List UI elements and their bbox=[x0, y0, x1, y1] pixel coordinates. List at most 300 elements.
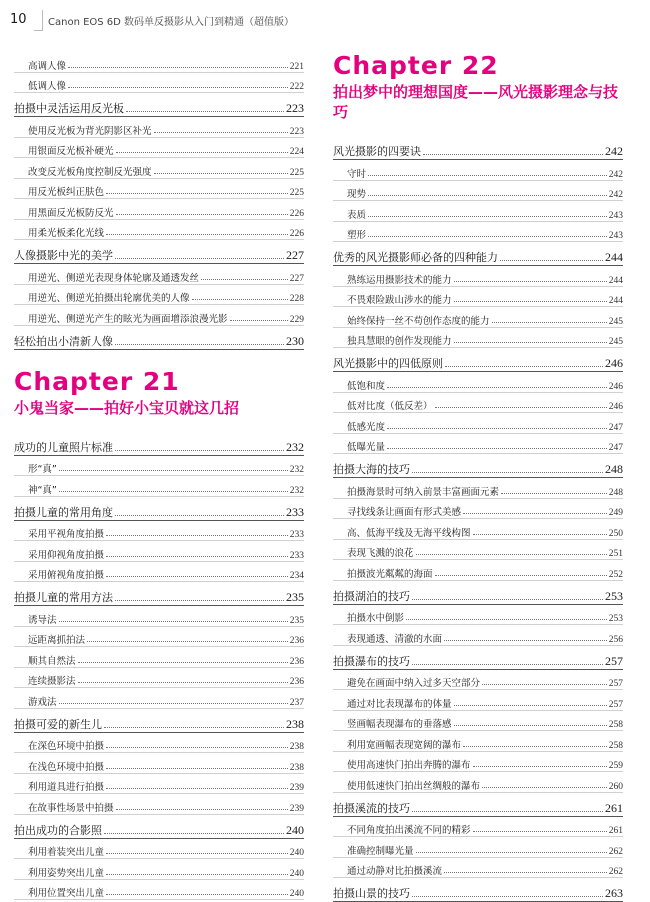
toc-entry-title: 利用姿势突出儿童 bbox=[28, 867, 105, 879]
dot-leader bbox=[368, 216, 607, 217]
page-header bbox=[10, 10, 630, 30]
toc-subentry[interactable] bbox=[14, 220, 304, 241]
toc-page-number: 229 bbox=[289, 314, 304, 325]
toc-entry-title: 风光摄影的四要诀 bbox=[333, 145, 421, 158]
toc-entry-title: 用逆光、侧逆光产生的眩光为画面增添浪漫光影 bbox=[28, 313, 228, 325]
toc-page-number: 261 bbox=[605, 800, 623, 815]
dot-leader bbox=[201, 279, 288, 280]
dot-leader bbox=[59, 621, 288, 622]
toc-page-number: 258 bbox=[608, 740, 623, 751]
dot-leader bbox=[412, 472, 603, 473]
page-number: 10 bbox=[10, 12, 27, 27]
toc-entry-title: 采用仰视角度拍摄 bbox=[28, 549, 105, 561]
dot-leader bbox=[473, 766, 607, 767]
book-title: Canon EOS 6D 数码单反摄影从入门到精通（超值版） bbox=[48, 17, 295, 28]
toc-subentry[interactable] bbox=[333, 434, 623, 455]
toc-page-number: 242 bbox=[608, 190, 623, 200]
toc-page-number: 240 bbox=[289, 889, 304, 899]
toc-page-number: 236 bbox=[289, 636, 304, 646]
toc-subentry[interactable] bbox=[333, 625, 623, 646]
dot-leader bbox=[482, 684, 607, 685]
dot-leader bbox=[416, 554, 607, 555]
toc-subentry[interactable] bbox=[14, 199, 304, 220]
toc-entry-title: 表质 bbox=[347, 209, 367, 221]
dot-leader bbox=[454, 342, 607, 343]
chapter-title: 小鬼当家——拍好小宝贝就这几招 bbox=[14, 398, 240, 417]
toc-entry-title: 拍出成功的合影照 bbox=[14, 823, 102, 837]
dot-leader bbox=[454, 301, 607, 302]
toc-entry-title: 诱导法 bbox=[28, 614, 57, 626]
toc-entry-title: 表现通透、清澈的水面 bbox=[347, 633, 443, 645]
toc-subentry[interactable] bbox=[333, 160, 623, 181]
chapter-title: 拍出梦中的理想国度——风光摄影理念与技巧 bbox=[333, 83, 619, 121]
toc-section-entry[interactable] bbox=[333, 136, 623, 160]
toc-subentry[interactable] bbox=[333, 222, 623, 243]
toc-entry-title: 拍摄大海的技巧 bbox=[333, 463, 410, 476]
toc-subentry[interactable] bbox=[333, 560, 623, 581]
toc-subentry[interactable] bbox=[14, 627, 304, 648]
toc-section-entry[interactable] bbox=[14, 432, 304, 456]
toc-page-number: 262 bbox=[608, 846, 623, 857]
toc-entry-title: 游戏法 bbox=[28, 696, 57, 708]
toc-page-number: 247 bbox=[608, 422, 623, 433]
toc-section-entry[interactable] bbox=[333, 242, 623, 266]
toc-entry-title: 低饱和度 bbox=[347, 380, 386, 392]
dot-leader bbox=[368, 175, 607, 176]
toc-subentry[interactable] bbox=[333, 393, 623, 414]
dot-leader bbox=[368, 236, 607, 237]
toc-subentry[interactable] bbox=[14, 880, 304, 901]
toc-page-number: 227 bbox=[289, 273, 304, 284]
dot-leader bbox=[192, 299, 288, 300]
toc-subentry[interactable] bbox=[333, 731, 623, 752]
toc-page-number: 249 bbox=[608, 508, 623, 518]
dot-leader bbox=[500, 260, 603, 261]
toc-section-entry[interactable] bbox=[14, 815, 304, 839]
toc-entry-title: 形“真” bbox=[28, 464, 57, 475]
toc-entry-title: 使用反光板为背光阴影区补光 bbox=[28, 125, 152, 137]
toc-entry-title: 在故事性场景中拍摄 bbox=[28, 802, 114, 814]
toc-page-number: 234 bbox=[289, 571, 304, 581]
dot-leader bbox=[444, 640, 607, 641]
toc-entry-title: 拍摄海景时可纳入前景丰富画面元素 bbox=[347, 486, 500, 498]
dot-leader bbox=[473, 831, 607, 832]
toc-subentry[interactable] bbox=[14, 456, 304, 477]
toc-entry-title: 连续摄影法 bbox=[28, 676, 76, 687]
dot-leader bbox=[387, 428, 607, 429]
toc-subentry[interactable] bbox=[333, 307, 623, 328]
toc-section-entry[interactable] bbox=[333, 646, 623, 670]
dot-leader bbox=[68, 87, 288, 88]
dot-leader bbox=[106, 894, 288, 895]
toc-subentry[interactable] bbox=[14, 668, 304, 689]
toc-section-entry[interactable] bbox=[14, 497, 304, 521]
toc-entry-title: 现势 bbox=[347, 189, 367, 200]
toc-page-number: 222 bbox=[289, 82, 304, 92]
toc-subentry[interactable] bbox=[333, 752, 623, 773]
toc-page-number: 239 bbox=[289, 803, 304, 814]
toc-entry-title: 通过动静对比拍摄溪流 bbox=[347, 866, 443, 877]
toc-subentry[interactable] bbox=[14, 753, 304, 774]
dot-leader bbox=[387, 387, 607, 388]
toc-page-number: 246 bbox=[608, 381, 623, 392]
toc-page-number: 227 bbox=[286, 248, 304, 262]
dot-leader bbox=[104, 833, 284, 834]
dot-leader bbox=[454, 705, 607, 706]
toc-page-number: 262 bbox=[608, 867, 623, 877]
dot-leader bbox=[412, 664, 603, 665]
toc-subentry[interactable] bbox=[14, 138, 304, 159]
toc-subentry[interactable] bbox=[14, 688, 304, 709]
dot-leader bbox=[116, 152, 288, 153]
toc-subentry[interactable] bbox=[14, 562, 304, 583]
toc-page-number: 242 bbox=[605, 144, 623, 158]
toc-entry-title: 始终保持一丝不苟创作态度的能力 bbox=[347, 315, 490, 327]
toc-right-column bbox=[333, 52, 623, 902]
toc-subentry[interactable] bbox=[14, 264, 304, 285]
dot-leader bbox=[444, 872, 607, 873]
dot-leader bbox=[78, 662, 288, 663]
toc-page-number: 226 bbox=[289, 229, 304, 239]
toc-section-entry[interactable] bbox=[14, 709, 304, 733]
dot-leader bbox=[406, 619, 607, 620]
toc-section-entry[interactable] bbox=[14, 326, 304, 350]
toc-page-number: 225 bbox=[289, 188, 304, 198]
toc-page-number: 251 bbox=[608, 549, 623, 559]
dot-leader bbox=[106, 193, 288, 194]
toc-entry-title: 在浅色环境中拍摄 bbox=[28, 761, 105, 773]
dot-leader bbox=[116, 214, 288, 215]
toc-page-number: 259 bbox=[608, 761, 623, 771]
dot-leader bbox=[106, 768, 288, 769]
toc-page-number: 240 bbox=[289, 848, 304, 858]
toc-page-number: 244 bbox=[608, 296, 623, 306]
toc-subentry[interactable] bbox=[14, 158, 304, 179]
toc-entry-title: 采用俯视角度拍摄 bbox=[28, 570, 105, 581]
chapter-heading bbox=[333, 52, 623, 122]
toc-subentry[interactable] bbox=[14, 774, 304, 795]
toc-page-number: 235 bbox=[289, 615, 304, 626]
toc-subentry[interactable] bbox=[333, 181, 623, 202]
toc-subentry[interactable] bbox=[333, 201, 623, 222]
toc-entry-title: 改变反光板角度控制反光强度 bbox=[28, 166, 152, 178]
dot-leader bbox=[435, 407, 607, 408]
toc-page-number: 236 bbox=[289, 656, 304, 667]
dot-leader bbox=[115, 344, 284, 345]
toc-subentry[interactable] bbox=[14, 52, 304, 73]
toc-page-number: 260 bbox=[608, 781, 623, 792]
toc-page-number: 244 bbox=[608, 275, 623, 286]
toc-subentry[interactable] bbox=[14, 476, 304, 497]
toc-entry-title: 用逆光、侧逆光拍摄出轮廓优美的人像 bbox=[28, 293, 190, 304]
toc-entry-title: 熟练运用摄影技术的能力 bbox=[347, 274, 452, 286]
toc-page-number: 245 bbox=[608, 316, 623, 327]
toc-entry-title: 人像摄影中光的美学 bbox=[14, 249, 113, 262]
toc-entry-title: 拍摄溪流的技巧 bbox=[333, 801, 410, 815]
toc-subentry[interactable] bbox=[14, 794, 304, 815]
toc-page-number: 258 bbox=[608, 720, 623, 730]
chapter-label: Chapter 21 bbox=[14, 366, 180, 396]
toc-page-number: 244 bbox=[605, 250, 623, 264]
dot-leader bbox=[115, 515, 284, 516]
toc-subentry[interactable] bbox=[333, 670, 623, 691]
toc-page-number: 232 bbox=[286, 439, 304, 454]
toc-entry-title: 利用位置突出儿童 bbox=[28, 888, 105, 899]
toc-page-number: 223 bbox=[289, 126, 304, 137]
dot-leader bbox=[368, 195, 607, 196]
toc-subentry[interactable] bbox=[333, 266, 623, 287]
dot-leader bbox=[454, 725, 607, 726]
toc-page-number: 226 bbox=[289, 208, 304, 219]
toc-page-number: 240 bbox=[286, 822, 304, 837]
dot-leader bbox=[115, 450, 284, 451]
toc-subentry[interactable] bbox=[333, 540, 623, 561]
toc-entry-title: 使用高速快门拍出奔腾的瀑布 bbox=[347, 760, 471, 771]
toc-subentry[interactable] bbox=[14, 647, 304, 668]
toc-page-number: 235 bbox=[286, 590, 304, 604]
dot-leader bbox=[115, 258, 284, 259]
toc-entry-title: 低调人像 bbox=[28, 81, 67, 92]
toc-subentry[interactable] bbox=[333, 413, 623, 434]
toc-entry-title: 低感光度 bbox=[347, 421, 386, 433]
dot-leader bbox=[59, 470, 288, 471]
toc-subentry[interactable] bbox=[14, 73, 304, 94]
toc-subentry[interactable] bbox=[333, 519, 623, 540]
toc-subentry[interactable] bbox=[333, 499, 623, 520]
toc-entry-title: 顺其自然法 bbox=[28, 655, 76, 667]
toc-page-number: 242 bbox=[608, 169, 623, 180]
toc-entry-title: 利用着装突出儿童 bbox=[28, 847, 105, 858]
toc-entry-title: 不畏艰险跋山涉水的能力 bbox=[347, 295, 452, 306]
toc-subentry[interactable] bbox=[333, 817, 623, 838]
dot-leader bbox=[115, 600, 284, 601]
toc-page-number: 257 bbox=[605, 653, 623, 668]
toc-entry-title: 风光摄影中的四低原则 bbox=[333, 357, 443, 370]
dot-leader bbox=[445, 366, 603, 367]
toc-entry-title: 拍摄波光粼粼的海面 bbox=[347, 568, 433, 580]
toc-subentry[interactable] bbox=[333, 690, 623, 711]
toc-page-number: 245 bbox=[608, 337, 623, 347]
toc-entry-title: 利用宽画幅表现宽阔的瀑布 bbox=[347, 739, 462, 751]
toc-subentry[interactable] bbox=[14, 117, 304, 138]
toc-subentry[interactable] bbox=[14, 305, 304, 326]
toc-entry-title: 准确控制曝光量 bbox=[347, 845, 414, 857]
toc-entry-title: 使用低速快门拍出丝绸般的瀑布 bbox=[347, 780, 481, 792]
dot-leader bbox=[59, 491, 288, 492]
toc-section-entry[interactable] bbox=[14, 93, 304, 117]
toc-subentry[interactable] bbox=[333, 478, 623, 499]
toc-entry-title: 塑形 bbox=[347, 230, 367, 241]
toc-entry-title: 拍摄中灵活运用反光板 bbox=[14, 102, 124, 115]
toc-entry-title: 拍摄山景的技巧 bbox=[333, 887, 410, 900]
dot-leader bbox=[473, 534, 607, 535]
toc-entry-title: 表现飞溅的浪花 bbox=[347, 548, 414, 559]
toc-page-number: 261 bbox=[608, 826, 623, 836]
toc-entry-title: 避免在画面中纳入过多天空部分 bbox=[347, 678, 481, 689]
toc-entry-title: 守时 bbox=[347, 168, 367, 180]
toc-entry-title: 采用平视角度拍摄 bbox=[28, 529, 105, 540]
toc-page-number: 250 bbox=[608, 528, 623, 539]
toc-subentry[interactable] bbox=[333, 372, 623, 393]
toc-entry-title: 用反光板纠正肤色 bbox=[28, 187, 105, 198]
toc-page-number: 253 bbox=[608, 614, 623, 624]
dot-leader bbox=[106, 747, 288, 748]
dot-leader bbox=[104, 727, 284, 728]
dot-leader bbox=[106, 576, 288, 577]
toc-entry-title: 低对比度（低反差） bbox=[347, 401, 433, 412]
toc-entry-title: 拍摄儿童的常用角度 bbox=[14, 505, 113, 519]
toc-entry-title: 远距离抓拍法 bbox=[28, 635, 86, 646]
toc-page-number: 252 bbox=[608, 569, 623, 580]
toc-section-entry[interactable] bbox=[333, 793, 623, 817]
toc-left-column bbox=[14, 52, 304, 900]
toc-page-number: 233 bbox=[289, 550, 304, 561]
toc-subentry[interactable] bbox=[14, 839, 304, 860]
toc-page-number: 246 bbox=[605, 356, 623, 370]
toc-page-number: 239 bbox=[289, 783, 304, 793]
dot-leader bbox=[387, 448, 607, 449]
dot-leader bbox=[423, 154, 603, 155]
toc-page-number: 238 bbox=[289, 742, 304, 752]
dot-leader bbox=[116, 809, 288, 810]
toc-page-number: 248 bbox=[608, 487, 623, 498]
dot-leader bbox=[78, 682, 288, 683]
toc-entry-title: 神“真” bbox=[28, 484, 57, 496]
toc-entry-title: 利用道具进行拍摄 bbox=[28, 782, 105, 793]
dot-leader bbox=[106, 874, 288, 875]
toc-page-number: 232 bbox=[289, 465, 304, 475]
toc-subentry[interactable] bbox=[333, 772, 623, 793]
dot-leader bbox=[463, 513, 607, 514]
toc-page-number: 232 bbox=[289, 485, 304, 496]
toc-entry-title: 用逆光、侧逆光表现身体轮廓及通透发丝 bbox=[28, 272, 200, 284]
dot-leader bbox=[106, 535, 288, 536]
toc-entry-title: 轻松拍出小清新人像 bbox=[14, 334, 113, 348]
toc-page-number: 233 bbox=[289, 530, 304, 540]
toc-entry-title: 成功的儿童照片标准 bbox=[14, 440, 113, 454]
toc-section-entry[interactable] bbox=[14, 240, 304, 264]
chapter-heading bbox=[14, 350, 304, 418]
toc-entry-title: 不同角度拍出溪流不同的精彩 bbox=[347, 825, 471, 836]
toc-page-number: 253 bbox=[605, 588, 623, 603]
toc-page-number: 257 bbox=[608, 699, 623, 710]
toc-subentry[interactable] bbox=[333, 287, 623, 308]
toc-entry-title: 拍摄水中倒影 bbox=[347, 613, 405, 624]
toc-entry-title: 用银面反光板补硬光 bbox=[28, 146, 114, 157]
dot-leader bbox=[454, 281, 607, 282]
toc-page-number: 238 bbox=[286, 716, 304, 731]
dot-leader bbox=[435, 575, 607, 576]
dot-leader bbox=[416, 852, 607, 853]
toc-subentry[interactable] bbox=[333, 328, 623, 349]
dot-leader bbox=[412, 599, 603, 600]
toc-subentry[interactable] bbox=[333, 858, 623, 879]
toc-page-number: 247 bbox=[608, 443, 623, 453]
toc-page-number: 246 bbox=[608, 402, 623, 412]
toc-entry-title: 寻找线条让画面有形式美感 bbox=[347, 507, 462, 518]
toc-entry-title: 高、低海平线及无海平线构图 bbox=[347, 527, 471, 539]
dot-leader bbox=[106, 853, 288, 854]
dot-leader bbox=[59, 703, 288, 704]
toc-subentry[interactable] bbox=[14, 521, 304, 542]
toc-page-number: 224 bbox=[289, 147, 304, 157]
toc-entry-title: 通过对比表现瀑布的体量 bbox=[347, 698, 452, 710]
toc-page-number: 233 bbox=[286, 504, 304, 519]
toc-entry-title: 拍摄儿童的常用方法 bbox=[14, 591, 113, 604]
toc-subentry[interactable] bbox=[14, 606, 304, 627]
toc-subentry[interactable] bbox=[14, 179, 304, 200]
toc-section-entry[interactable] bbox=[333, 348, 623, 372]
toc-page-number: 221 bbox=[289, 61, 304, 72]
toc-page-number: 256 bbox=[608, 634, 623, 645]
toc-page-number: 257 bbox=[608, 679, 623, 689]
dot-leader bbox=[106, 556, 288, 557]
toc-subentry[interactable] bbox=[14, 541, 304, 562]
toc-entry-title: 拍摄湖泊的技巧 bbox=[333, 589, 410, 603]
toc-entry-title: 低曝光量 bbox=[347, 442, 386, 453]
dot-leader bbox=[492, 322, 607, 323]
toc-section-entry[interactable] bbox=[333, 878, 623, 902]
toc-entry-title: 独具慧眼的创作发现能力 bbox=[347, 336, 452, 347]
toc-section-entry[interactable] bbox=[14, 582, 304, 606]
dot-leader bbox=[482, 787, 607, 788]
dot-leader bbox=[154, 173, 288, 174]
toc-page-number: 240 bbox=[289, 868, 304, 879]
dot-leader bbox=[412, 896, 603, 897]
toc-page-number: 225 bbox=[289, 167, 304, 178]
dot-leader bbox=[501, 493, 607, 494]
toc-entry-title: 用黑面反光板防反光 bbox=[28, 207, 114, 219]
toc-subentry[interactable] bbox=[333, 837, 623, 858]
header-bracket bbox=[34, 10, 43, 31]
dot-leader bbox=[106, 788, 288, 789]
dot-leader bbox=[68, 67, 288, 68]
toc-subentry[interactable] bbox=[333, 711, 623, 732]
toc-page-number: 230 bbox=[286, 333, 304, 348]
toc-section-entry[interactable] bbox=[333, 581, 623, 605]
dot-leader bbox=[230, 320, 288, 321]
toc-page-number: 243 bbox=[608, 210, 623, 221]
toc-subentry[interactable] bbox=[14, 859, 304, 880]
chapter-label: Chapter 22 bbox=[333, 51, 499, 80]
toc-subentry[interactable] bbox=[333, 605, 623, 626]
toc-entry-title: 拍摄可爱的新生儿 bbox=[14, 717, 102, 731]
toc-page-number: 248 bbox=[605, 462, 623, 476]
dot-leader bbox=[154, 132, 288, 133]
toc-page-number: 243 bbox=[608, 231, 623, 241]
toc-entry-title: 高调人像 bbox=[28, 60, 67, 72]
toc-page-number: 237 bbox=[289, 697, 304, 708]
toc-entry-title: 在深色环境中拍摄 bbox=[28, 741, 105, 752]
toc-subentry[interactable] bbox=[14, 285, 304, 306]
toc-page-number: 263 bbox=[605, 886, 623, 900]
dot-leader bbox=[126, 111, 284, 112]
toc-entry-title: 竖画幅表现瀑布的垂落感 bbox=[347, 719, 452, 730]
dot-leader bbox=[463, 746, 607, 747]
toc-entry-title: 优秀的风光摄影师必备的四种能力 bbox=[333, 251, 498, 264]
toc-page-number: 228 bbox=[289, 294, 304, 304]
toc-subentry[interactable] bbox=[14, 733, 304, 754]
toc-page-number: 236 bbox=[289, 677, 304, 687]
toc-entry-title: 用柔光板柔化光线 bbox=[28, 228, 105, 239]
dot-leader bbox=[106, 234, 288, 235]
dot-leader bbox=[87, 641, 288, 642]
toc-section-entry[interactable] bbox=[333, 454, 623, 478]
toc-entry-title: 拍摄瀑布的技巧 bbox=[333, 654, 410, 668]
dot-leader bbox=[412, 811, 603, 812]
toc-page-number: 238 bbox=[289, 762, 304, 773]
toc-page-number: 223 bbox=[286, 101, 304, 115]
